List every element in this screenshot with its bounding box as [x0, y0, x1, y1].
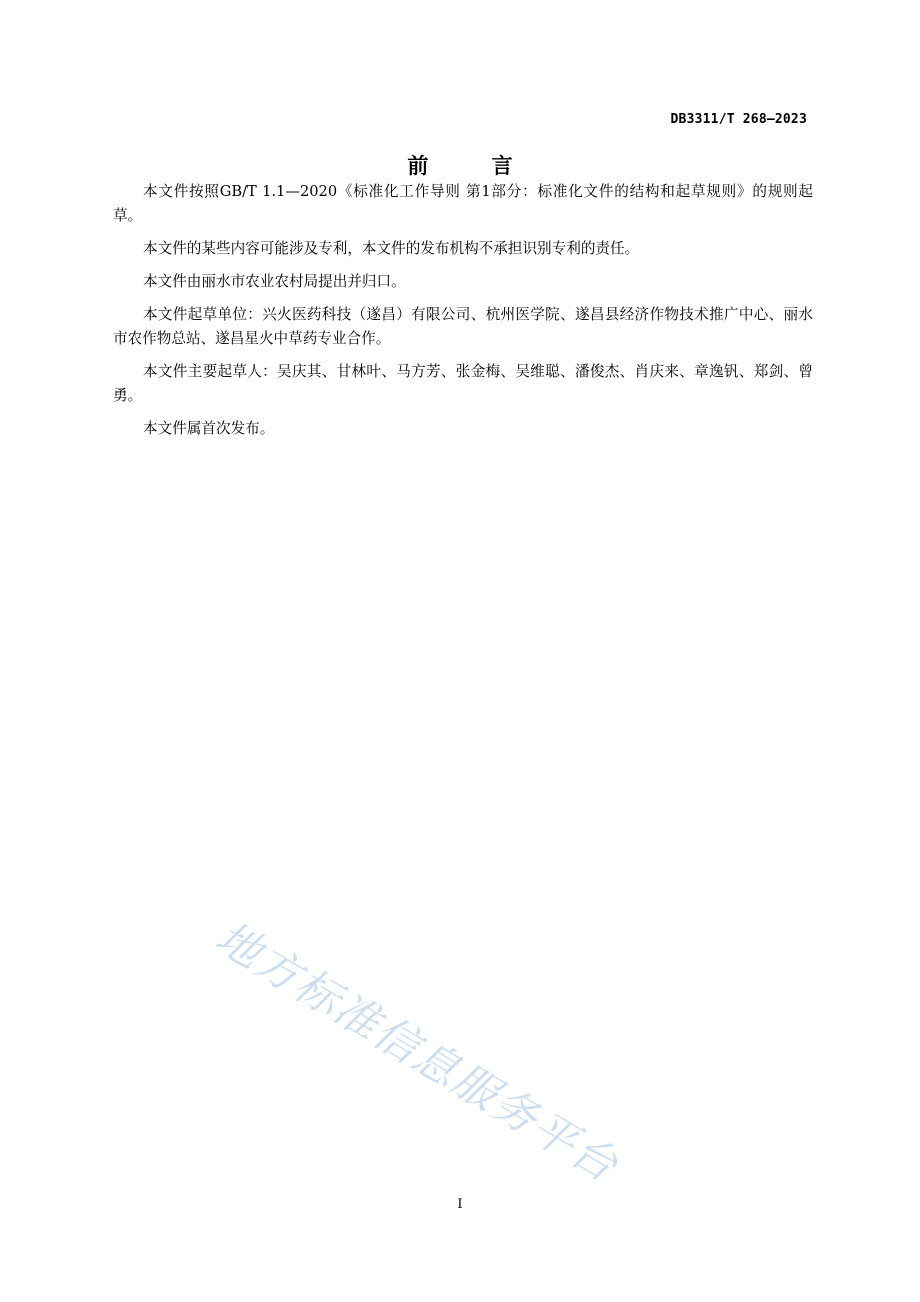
paragraph: 本文件起草单位：兴火医药科技（遂昌）有限公司、杭州医学院、遂昌县经济作物技术推广中心、丽水市农作物总站、遂昌星火中草药专业合作。 — [113, 306, 813, 347]
paragraph: 本文件由丽水市农业农村局提出并归口。 — [143, 273, 406, 290]
section-title: 前 言 — [407, 154, 541, 178]
paragraph: 本文件按照GB/T 1.1—2020《标准化工作导则 第1部分：标准化文件的结构和起草规则》的规则起草。 — [113, 183, 813, 224]
document-code: DB3311/T 268—2023 — [670, 112, 807, 127]
paragraph: 本文件主要起草人：吴庆其、甘林叶、马方芳、张金梅、吴维聪、潘俊杰、肖庆来、章逸钒、郑剑、曾勇。 — [113, 363, 813, 404]
paragraph: 本文件属首次发布。 — [143, 420, 275, 437]
foreword-body — [113, 180, 813, 441]
paragraph: 本文件的某些内容可能涉及专利，本文件的发布机构不承担识别专利的责任。 — [143, 240, 640, 257]
watermark: 地方标准信息服务平台 — [206, 911, 628, 1193]
page-number: I — [457, 1197, 463, 1212]
